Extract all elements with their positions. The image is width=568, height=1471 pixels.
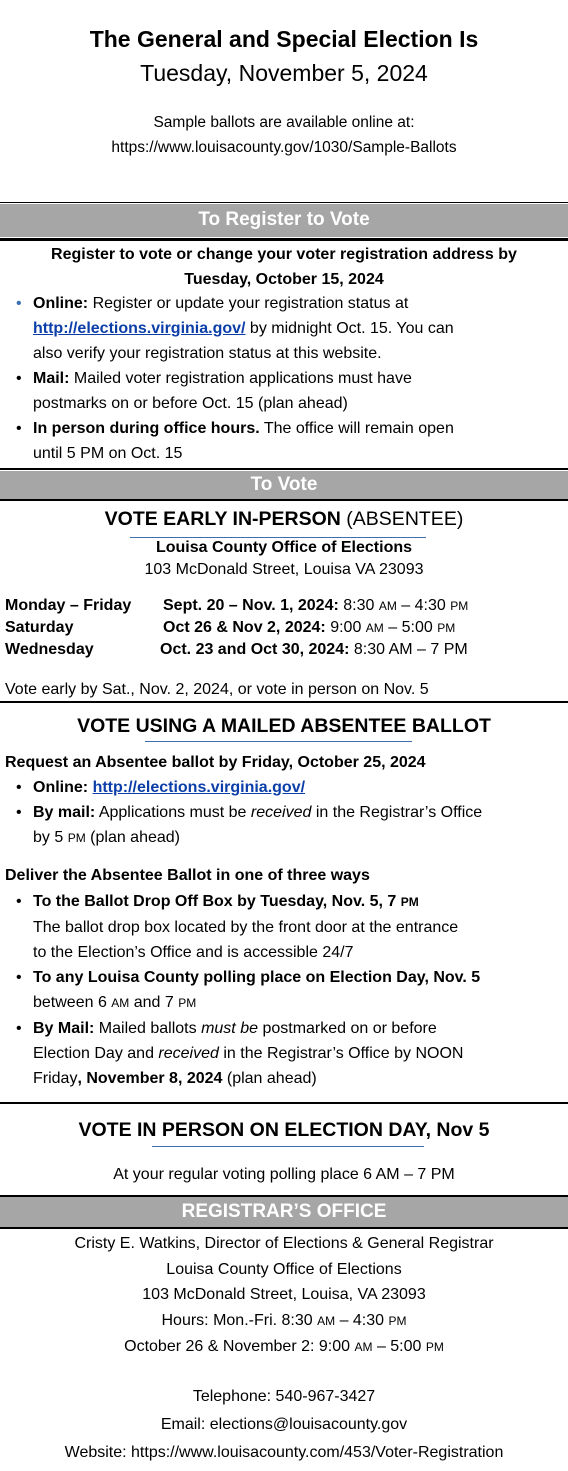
divider — [0, 1102, 568, 1104]
deliver-methods-list — [0, 889, 568, 1091]
list-item: • By mail: Applications must be received in the Registrar’s Office by 5 PM (plan ahead) — [0, 800, 568, 851]
bullet-icon: • — [16, 804, 22, 821]
election-day-heading: VOTE IN PERSON ON ELECTION DAY, Nov 5 — [78, 1119, 490, 1141]
bullet-icon: • — [16, 969, 22, 986]
page-title: The General and Special Election Is — [89, 26, 479, 52]
registrar-address: 103 McDonald Street, Louisa, VA 23093 — [142, 1286, 426, 1303]
register-deadline: Tuesday, October 15, 2024 — [184, 271, 384, 288]
divider — [0, 701, 568, 703]
register-methods-list — [0, 291, 568, 466]
request-heading: Request an Absentee ballot by Friday, October 25, 2024 — [5, 754, 426, 771]
request-methods-list — [0, 775, 568, 851]
bullet-icon: • — [16, 1020, 22, 1037]
underline — [145, 741, 412, 742]
section-bar-register: To Register to Vote — [0, 204, 568, 237]
section-bar-vote: To Vote — [0, 471, 568, 499]
registrar-saturday-hours: October 26 & November 2: 9:00 AM – 5:00 PM — [124, 1338, 444, 1355]
registrar-telephone[interactable]: Telephone: 540-967-3427 — [192, 1388, 376, 1405]
bullet-icon: • — [16, 893, 22, 910]
sample-ballot-text: Sample ballots are available online at: — [153, 114, 415, 131]
list-item: • Mail: Mailed voter registration applications must have postmarks on or before Oct. 15 (plan ahead) — [0, 366, 568, 416]
deliver-heading: Deliver the Absentee Ballot in one of three ways — [5, 867, 370, 884]
elections-virginia-link[interactable]: http://elections.virginia.gov/ — [92, 779, 306, 796]
bullet-icon: • — [16, 779, 22, 796]
registrar-email[interactable]: Email: elections@louisacounty.gov — [160, 1416, 408, 1433]
elections-virginia-link[interactable]: http://elections.virginia.gov/ — [33, 320, 246, 337]
list-item: • Online: Register or update your registration status at http://elections.virginia.gov/ by midnight Oct. 15. You can also verify your registration status at this website. — [0, 291, 568, 366]
registrar-office-name: Louisa County Office of Elections — [166, 1260, 402, 1278]
list-item: • By Mail: Mailed ballots must be postmarked on or before Election Day and received in the Registrar’s Office by NOON Friday, November 8, 2024 (plan ahead) — [0, 1016, 568, 1091]
list-item: • To the Ballot Drop Off Box by Tuesday, Nov. 5, 7 PM The ballot drop box located by the front door at the entrance to the Election’s Office and is accessible 24/7 — [0, 889, 568, 965]
underline — [152, 1146, 424, 1147]
early-vote-note: Vote early by Sat., Nov. 2, 2024, or vote in person on Nov. 5 — [5, 681, 429, 698]
divider — [0, 202, 568, 203]
office-name: Louisa County Office of Elections — [155, 539, 413, 556]
section-bar-registrar: REGISTRAR’S OFFICE — [0, 1197, 568, 1227]
bullet-icon: • — [16, 420, 22, 437]
divider — [0, 499, 568, 501]
early-vote-office — [0, 537, 568, 581]
registrar-contact — [0, 1231, 568, 1361]
bullet-icon: • — [16, 295, 22, 312]
divider — [0, 1227, 568, 1229]
early-vote-heading: VOTE EARLY IN-PERSON (ABSENTEE) — [104, 508, 464, 530]
election-day-text: At your regular voting polling place 6 AM – 7 PM — [113, 1166, 455, 1183]
sample-ballot-notice — [0, 110, 568, 160]
list-item: • Online: http://elections.virginia.gov/ — [0, 775, 568, 800]
registrar-name: Cristy E. Watkins, Director of Elections & General Registrar — [74, 1235, 494, 1252]
divider — [0, 468, 568, 470]
mailed-absentee-heading: VOTE USING A MAILED ABSENTEE BALLOT — [77, 715, 491, 737]
election-date: Tuesday, November 5, 2024 — [140, 60, 428, 86]
list-item: • To any Louisa County polling place on Election Day, Nov. 5 between 6 AM and 7 PM — [0, 965, 568, 1016]
sample-ballot-url[interactable]: https://www.louisacounty.gov/1030/Sample-Ballots — [111, 139, 457, 156]
bullet-icon: • — [16, 370, 22, 387]
register-intro-line: Register to vote or change your voter registration address by — [51, 246, 517, 263]
list-item: • In person during office hours. The office will remain open until 5 PM on Oct. 15 — [0, 416, 568, 466]
registrar-hours: Hours: Mon.-Fri. 8:30 AM – 4:30 PM — [161, 1311, 407, 1329]
divider — [0, 238, 568, 241]
office-address: 103 McDonald Street, Louisa VA 23093 — [144, 561, 424, 578]
registrar-links — [0, 1383, 568, 1467]
registrar-website[interactable]: Website: https://www.louisacounty.com/453/Voter-Registration — [64, 1444, 504, 1461]
register-intro — [0, 242, 568, 292]
